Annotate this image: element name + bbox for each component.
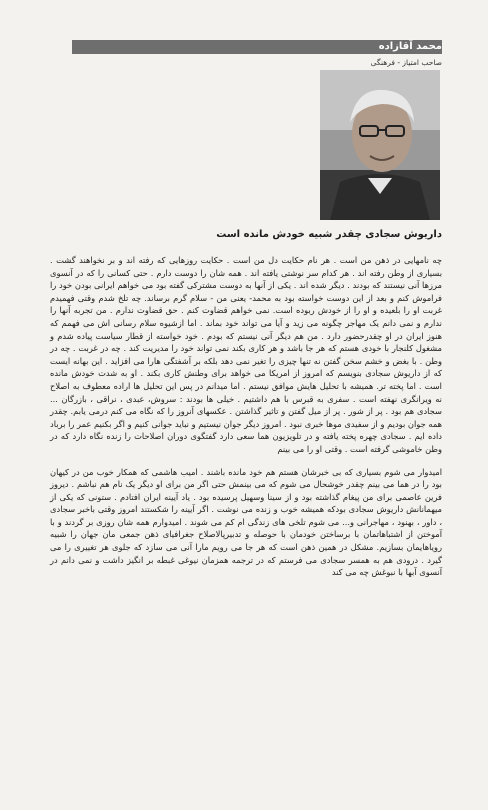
article-body [50,254,442,579]
portrait-image [320,70,440,220]
article-title: داریوش سجادی چقدر شبیه خودش مانده است [216,229,442,240]
article-paragraph: چه نامهایی در ذهن من است . هر نام حکایت دل من است . حکایت روزهایی که رفته اند و بر نخواهند گشت . بسیاری از وطن رفته اند . هر کدام سر نوشتی یافته اند . همه شان را دوست دارم . حتی کسانی را که در آنسوی مرزها آنی نیستند که بودند . دیگر شده اند . یکی از آنها به دوست مشترکی گفته بود می خواهم ایرانی بودن خود را فراموش کنم و بعد از این دوست خواسته بود به محمد- یعنی من - سلام گرم برساند. چه تلخ شدم وقتی فهمیدم غربت او را بلعیده و او را از خودش ربوده است. نمی خواهم قضاوت کنم . حق قضاوت ندارم . من تجربه آنها را ندارم و نمی دانم یک مهاجر چگونه می زید و آیا می تواند خود بماند . اما ازشیوه سلام رسانی اش می فهمم که هنوز ایران در او چقدرحضور دارد . من هم دیگر آنی نیستم که بودم . خود خواسته از قطار سیاست پیاده شدم و مشغول کلنجار با خودی هستم که هر جا باشد و هر کاری بکند نمی تواند خود را مدیریت کند . چه در غربت . چه در وطن . با بغض و خشم سخن گفتن نه تنها چیزی را تغیر نمی دهد بلکه بر آشفتگی هارا می افزاید . این بهانه ایست که از داریوش سجادی بنویسم که امروز از امریکا می خواهد برای وطنش کاری بکند . او به شدت خودش مانده است . اما پخته تر. همیشه با تحلیل هایش موافق نیستم . اما میدانم در پس این تحلیل ها اراده معطوف به اصلاح نه ویرانگری نهفته است . سفری به قبرس با هم داشتیم . خیلی ها بودند : سروش، عبدی ، نراقی ، بازرگان ... سجادی هم بود . پر از شور . پر از میل گفتن و تاثیر گذاشتن . عکسهای آنروز را که نگاه می کنم درمی یابم. چقدر همه جوان بودیم و از سفیدی موها خبری نبود . امروز دیگر جوان نیستیم و نباید جوانی کنیم و اگر بکنیم عمر را برباد داده ایم . سجادی چهره پخته یافته و در تلویزیون هما سعی دارد گفتگوی دوران اصلاحات را زنده نگاه دارد که در وطن خاموشی گرفته است . وقتی او را می بینم [50,255,442,454]
author-role: صاحب امتیاز - فرهنگی [370,58,442,67]
author-photo [320,70,440,220]
author-name: محمد آقازاده [378,41,442,52]
article-paragraph: امیدوار می شوم بسیاری که بی خبرشان هستم هم خود مانده باشند . امیب هاشمی که همکار خوب من در کیهان بود را در هما می بینم چقدر خوشحال می شوم که می بینمش حتی اگر من برای او دیگر یک نام هم نباشم . دیروز فرین عاصمی برای من پیغام گذاشته بود و از سینا وسهیل پرسیده بود . یاد آیینه ایران افتادم . ستونی که یکی از میهمانانش داریوش سجادی بودکه همیشه خوب و زنده می نوشت . اگر آیینه را شکستند امروز وقتی باخبر سجادی ، داور ، بهنود ، مهاجرانی و... می شوم تلخی های زندگی ام کم می شوند . امیدوارم همه شان روزی بر گردند و با آموختن از اشتباهاتمان با برساختن خودمان با حوصله و تدبیرپالاصلاح جغرافیای ذهن جمعی مان جهان را شبیه رویاهایمان بسازیم. مشکل در همین ذهن است که هر جا می رویم مارا آنی می سازد که جلوی هر تغییری را می گیرد . درودی هم به همسر سجادی می فرستم که در ترجمه همزمان نیوغی غبطه بر انگیز داشت و نمی دانم در آنسوی آبها با نبوغش چه می کند [50,466,442,578]
